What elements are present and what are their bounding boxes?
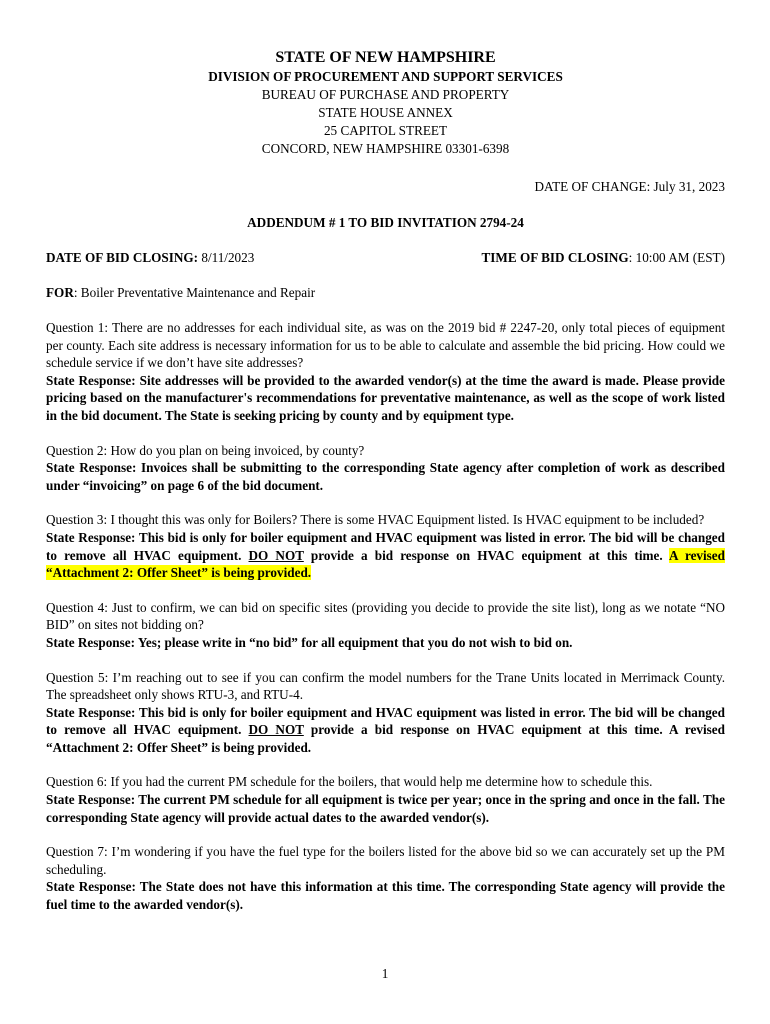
response-3-text-b: provide a bid response on HVAC equipment at this time. [303,547,670,563]
bureau-line: BUREAU OF PURCHASE AND PROPERTY [261,87,510,102]
qa-item-7 [46,843,725,913]
qa-item-3 [46,511,725,581]
qa-item-4 [46,599,725,652]
bid-closing-time-label: TIME OF BID CLOSING [481,250,629,265]
qa-item-5 [46,669,725,757]
qa-item-6 [46,773,725,826]
response-3 [46,529,725,582]
for-value: : Boiler Preventative Maintenance and Repair [73,285,316,300]
city-line: CONCORD, NEW HAMPSHIRE 03301-6398 [261,141,510,156]
annex-line: STATE HOUSE ANNEX [318,105,453,120]
page-number: 1 [381,966,389,981]
question-2: Question 2: How do you plan on being invoiced, by county? [46,442,365,458]
addendum-title: ADDENDUM # 1 TO BID INVITATION 2794-24 [247,215,524,230]
question-5: Question 5: I’m reaching out to see if you can confirm the model numbers for the Trane Units located in Merrimack County. The spreadsheet only shows RTU-3, and RTU-4. [46,669,725,703]
response-5 [46,704,725,757]
bid-closing-row [46,249,725,267]
question-4: Question 4: Just to confirm, we can bid on specific sites (providing you decide to provide the site list), long as we notate “NO BID” on sites not bidding on? [46,599,725,633]
response-6: State Response: The current PM schedule for all equipment is twice per year; once in the spring and once in the fall. The corresponding State agency will provide actual dates to the awarded vendor(s). [46,792,725,825]
bid-closing-time [481,249,725,267]
response-3-highlight: A revised “Attachment 2: Offer Sheet” is being provided. [46,547,725,581]
division-title: DIVISION OF PROCUREMENT AND SUPPORT SERVICES [208,69,563,84]
response-5-do-not: DO NOT [248,722,304,738]
response-2: State Response: Invoices shall be submitting to the corresponding State agency after completion of work as described under “invoicing” on page 6 of the bid document. [46,460,725,493]
question-1: Question 1: There are no addresses for each individual site, as was on the 2019 bid # 2247-20, only total pieces of equipment per county. Each site address is necessary information for us to be able to calculate and assemble the bid pricing. How could we schedule service if we don’t have site addresses? [46,320,725,371]
date-of-change: DATE OF CHANGE: July 31, 2023 [534,179,725,194]
for-line [46,284,725,302]
bid-closing-date-label: DATE OF BID CLOSING: [46,250,199,265]
bid-closing-date-value: 8/11/2023 [198,250,255,265]
question-3: Question 3: I thought this was only for Boilers? There is some HVAC Equipment listed. Is HVAC equipment to be included? [46,512,705,528]
letterhead [46,48,725,158]
response-5-text-a: State Response: This bid is only for boiler equipment and HVAC equipment was listed in error. The bid will be changed to remove all HVAC equipment. [46,704,725,738]
response-1: State Response: Site addresses will be provided to the awarded vendor(s) at the time the award is made. Please provide pricing based on the manufacturer's recommendations for preventative maintenance, as well as the scope of work listed in the bid document. The State is seeking pricing by county and by equipment type. [46,372,725,423]
qa-item-1 [46,319,725,425]
bid-closing-time-value: : 10:00 AM (EST) [628,250,725,265]
response-7: State Response: The State does not have this information at this time. The corresponding State agency will provide the fuel time to the awarded vendor(s). [46,879,725,913]
street-line: 25 CAPITOL STREET [323,123,448,138]
question-7: Question 7: I’m wondering if you have the fuel type for the boilers listed for the above bid so we can accurately set up the PM scheduling. [46,844,725,877]
response-5-text-b: provide a bid response on HVAC equipment at this time. A revised “Attachment 2: Offer Sheet” is being provided. [46,722,725,755]
bid-closing-date [46,249,254,267]
response-3-do-not: DO NOT [248,547,304,563]
state-title: STATE OF NEW HAMPSHIRE [275,49,496,66]
response-3-text-a: State Response: This bid is only for boiler equipment and HVAC equipment was listed in error. The bid will be changed to remove all HVAC equipment. [46,529,725,563]
qa-item-2 [46,442,725,495]
for-label: FOR [46,285,74,300]
question-6: Question 6: If you had the current PM schedule for the boilers, that would help me determine how to schedule this. [46,774,653,790]
response-4: State Response: Yes; please write in “no bid” for all equipment that you do not wish to bid on. [46,634,573,650]
